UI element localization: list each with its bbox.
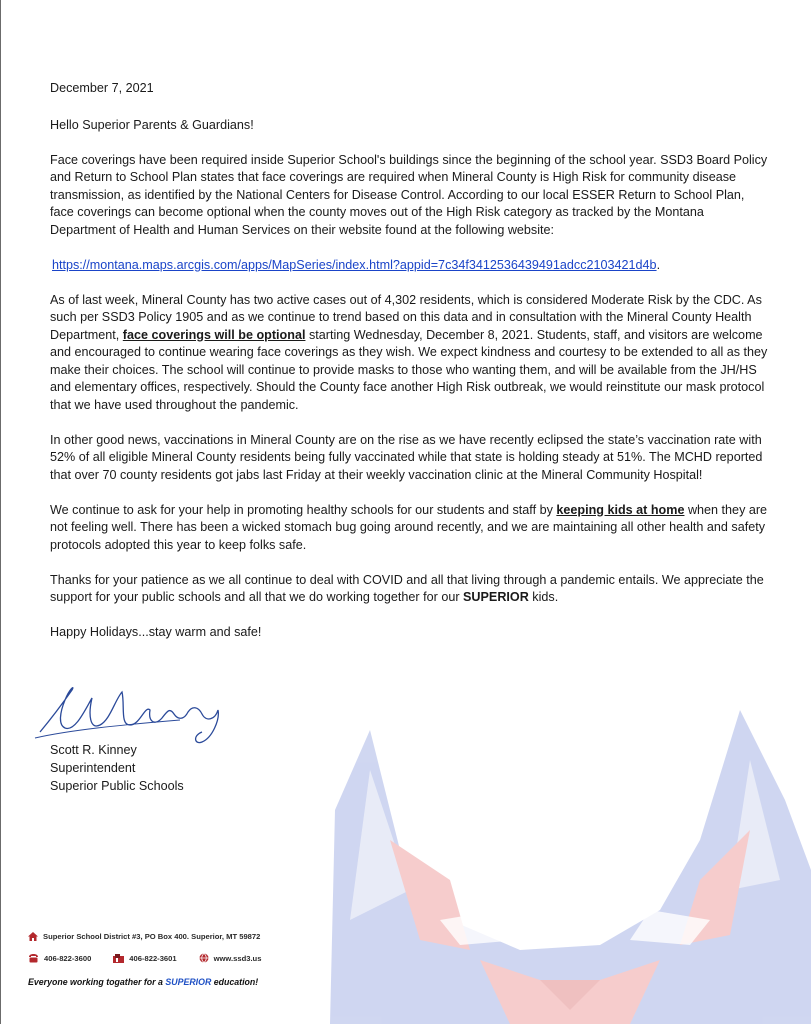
link-period: . <box>656 257 661 272</box>
letter-closing: Happy Holidays...stay warm and safe! <box>50 625 262 639</box>
p4-text-end: when they are not feeling well. There has been a wicked stomach bug going around recently, and we are maintaining all other health and safety protocols adopted this year to keep folks safe. <box>50 502 768 552</box>
p5-text-start: Thanks for your patience as we all continue to deal with COVID and all that living through a pandemic entails. We appreciate the support for your public schools and all that we do working together for our <box>50 572 764 604</box>
footer-phone: 406-822-3600 <box>44 953 92 963</box>
footer-address-line <box>28 932 283 941</box>
paragraph-mask-policy: Face coverings have been required inside Superior School's buildings since the beginning of the school year. SSD3 Board Policy and Return to School Plan states that face coverings are required when Mineral County is High Risk for community disease transmission, as identified by the National Centers for Disease Control. According to our local ESSER Return to School Plan, face coverings can become optional when the county moves out of the High Risk category as tracked by the Montana Department of Health and Human Services on their website found at the following website: <box>50 152 768 237</box>
footer-phone-item <box>28 954 91 963</box>
signer-title: Superintendent <box>50 761 136 775</box>
p2-text-end: starting Wednesday, December 8, 2021. Students, staff, and visitors are welcome and encouraged to continue wearing face coverings as they wish. We expect kindness and courtesy to be extended to all as they make their choices. The school will continue to provide masks to those who wanting them, and will be available from the JH/HS and elementary offices, respectively. Should the County face another High Risk outbreak, we would reinstitute our mask protocol that we have used throughout the pandemic. <box>50 327 768 412</box>
p5-text-end: kids. <box>528 590 559 604</box>
footer-web-item <box>199 953 262 963</box>
tagline-brand: SUPERIOR <box>165 977 212 987</box>
tagline-start: Everyone working togather for a <box>28 977 166 987</box>
home-icon <box>28 932 38 941</box>
signer-block <box>50 741 184 795</box>
footer-address: Superior School District #3, PO Box 400. Superior, MT 59872 <box>43 932 261 941</box>
letter-greeting: Hello Superior Parents & Guardians! <box>50 117 254 132</box>
p4-emphasis: keeping kids at home <box>556 502 685 517</box>
link-line <box>52 257 770 275</box>
letter-body <box>50 80 770 659</box>
footer-web[interactable]: www.ssd3.us <box>213 953 262 963</box>
p5-strong: SUPERIOR <box>463 590 529 604</box>
letterhead-footer <box>28 932 283 987</box>
p2-text-start: As of last week, Mineral County has two active cases out of 4,302 residents, which is considered Moderate Risk by the CDC. As such per SSD3 Policy 1905 and as we continue to trend based on this data and in consultation with the Mineral County Health Department, <box>50 292 762 342</box>
dphhs-map-link[interactable]: https://montana.maps.arcgis.com/apps/MapSeries/index.html?appid=7c34f3412536439491adcc2103421d4b <box>52 257 657 272</box>
footer-fax-item <box>113 954 176 963</box>
paragraph-health <box>50 502 770 555</box>
globe-icon <box>199 953 209 963</box>
footer-tagline <box>28 977 283 987</box>
signer-name: Scott R. Kinney <box>50 743 137 757</box>
signer-org: Superior Public Schools <box>50 779 184 793</box>
paragraph-vaccinations: In other good news, vaccinations in Mineral County are on the rise as we have recently eclipsed the state’s vaccination rate with 52% of all eligible Mineral County residents being fully vaccinated while that state is holding steady at 51%. The MCHD reported that over 70 county residents got jabs last Friday at their weekly vaccination clinic at the Mineral Community Hospital! <box>50 432 763 482</box>
bobcat-watermark <box>330 690 811 1024</box>
handwritten-signature <box>30 680 230 750</box>
paragraph-thanks <box>50 572 770 607</box>
letter-date: December 7, 2021 <box>50 81 154 95</box>
paragraph-optional-masks <box>50 292 770 415</box>
tagline-end: education! <box>211 977 259 987</box>
p2-emphasis: face coverings will be optional <box>122 327 306 342</box>
phone-icon <box>28 954 39 963</box>
footer-fax: 406-822-3601 <box>129 953 177 963</box>
footer-contact-line <box>28 953 283 963</box>
page-edge-rule <box>0 0 1 1024</box>
fax-icon <box>113 954 124 963</box>
p4-text-start: We continue to ask for your help in promoting healthy schools for our students and staff by <box>50 502 557 517</box>
